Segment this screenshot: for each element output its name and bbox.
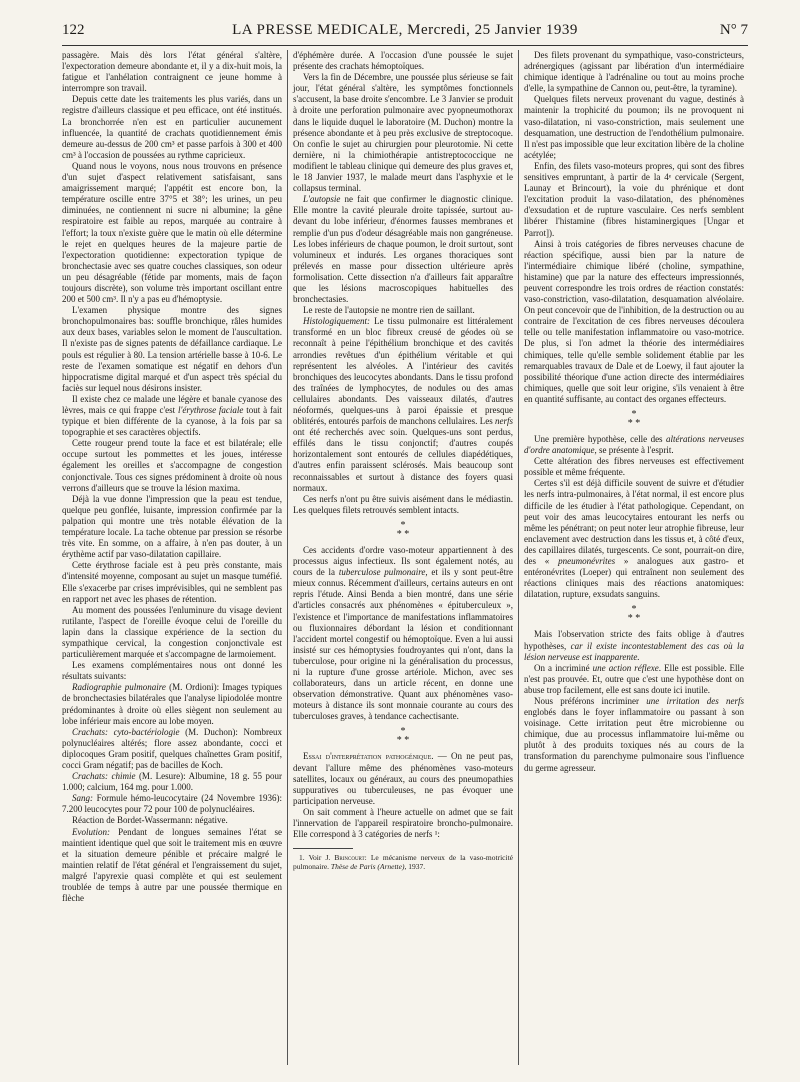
- text-column-2: [293, 50, 513, 871]
- paragraph: Quelques filets nerveux provenant du vague, destinés à maintenir la trophicité du poumon; ils ne provoquent ni vaso-dilatation, ni vaso-constriction, mais seulement une desquamation, une destruction de l'endothélium pulmonaire. Il n'est pas impossible que leur excitation libère de la choline acétylée;: [524, 94, 744, 160]
- section-separator: * * *: [627, 409, 641, 429]
- column-rule: [287, 50, 288, 1065]
- paragraph: Cette altération des fibres nerveuses est effectivement possible et même fréquente.: [524, 456, 744, 478]
- paragraph: Certes s'il est déjà difficile souvent de suivre et d'étudier les nerfs intra-pulmonaires, à l'état normal, il est encore plus difficile de les étudier à l'état pathologique. Cependant, on peut voir des amas leucocytaires entourant les nerfs ou même les pénétrant; on peut noter leur atrophie fibreuse, leur enclavement avec destruction dans les tissus et, à côté d'eux, des capillaires dilatés, turgescents. Ce sont, pourrait-on dire, des « pneumonévrites » analogues aux gastro- et entéronévrites (Loeper) qui entraînent non seulement des réactions cliniques mais des réactions anatomiques: dilatation, rupture, exsudats sanguins.: [524, 478, 745, 600]
- paragraph: Au moment des poussées l'enluminure du visage devient rutilante, l'aspect de l'oreille évoque celui de l'oreille du lapin dans la classique expérience de la section du sympathique cervical, la congestion conjonctivale est particulièrement marquée et s'accompagne de larmoiement.: [62, 604, 282, 660]
- text-column-3: [524, 50, 744, 774]
- paragraph: Sang: Formule hémo-leucocytaire (24 Novembre 1936): 7.200 leucocytes pour 72 pour 100 de polynucléaires.: [62, 793, 282, 815]
- paragraph: Histologiquement: Le tissu pulmonaire est littéralement transformé en un bloc fibreux creusé de géodes où se reconnaît à peine l'épithélium bronchique et des cavités arrondies revêtues d'un épithélium véritable et qui représentent les alvéoles. A l'intérieur des cavités bronchiques des leucocytes abondants. Dans le tissu profond des traînées de lymphocytes, de nodules ou des amas cellulaires abondants. Des vaisseaux dilatés, d'autres néoformés, quelques-uns à paroi épaissie et presque oblitérés, entourés parfois de manchons cellulaires. Les nerfs ont été recherchés avec soin. Quelques-uns sont perdus, effilés dans le tissu conjonctif; d'autres coupés horizontalement sont entourés de cellules diapédétiques, d'autres enfin paraissent sclérosés. Mais beaucoup sont reconnaissables et surtout à distance des foyers quasi normaux.: [293, 316, 513, 493]
- section-separator: * * *: [396, 519, 410, 540]
- paragraph: L'autopsie ne fait que confirmer le diagnostic clinique. Elle montre la cavité pleurale droite tapissée, surtout au-devant du lobe inférieur, d'énormes fausses membranes et remplie d'un pus d'odeur désagréable mais non gangréneuse. Les lobes inférieurs de chaque poumon, le droit surtout, sont volumineux et indurés. Les organes thoraciques sont prélevés en masse pour dissection ultérieure après formolisation. Cette dissection n'a d'ailleurs fait apparaître que les lésions macroscopiques habituelles des bronchectasies.: [293, 194, 513, 305]
- paragraph: Des filets provenant du sympathique, vaso-constricteurs, adrénergiques (agissant par libération d'un intermédiaire chimique identique à l'adrénaline ou tout au moins proche d'elle, la sympathine de Cannon ou, peut-être, la tyramine).: [524, 50, 744, 94]
- paragraph: Evolution: Pendant de longues semaines l'état se maintient identique quel que soit le traitement mis en œuvre et la situation demeure pénible et précaire malgré le maintien relatif de l'état général et l'engraissement du sujet, malgré l'apyrexie quasi complète et qui est seulement troublée de temps à autre par une poussée thermique en flèche: [62, 826, 282, 904]
- paragraph: d'éphémère durée. A l'occasion d'une poussée le sujet présente des crachats hémoptoïques.: [293, 50, 513, 72]
- paragraph: Mais l'observation stricte des faits oblige à d'autres hypothèses, car il existe incontestablement des cas où la lésion nerveuse est inapparente.: [524, 629, 744, 662]
- paragraph: Enfin, des filets vaso-moteurs propres, qui sont des fibres sensitives empruntant, à partir de la 4ᵉ cervicale (Sergent, Launay et Brincourt), la voie du phrénique et dont l'excitation produit la vaso-dilatation, des phénomènes d'exsudation et de rupture vasculaire. Ces nerfs semblent libérer l'histamine (fibres histaminergiques [Ungar et Parrot]).: [524, 160, 744, 238]
- paragraph: Les examens complémentaires nous ont donné les résultats suivants:: [62, 660, 282, 682]
- running-header: [62, 22, 748, 44]
- paragraph: Radiographie pulmonaire (M. Ordioni): Images typiques de bronchectasies bilatérales que l'analyse lipiodolée montre prédominantes à droite où elles siègent non seulement au lobe inférieur mais encore au lobe moyen.: [62, 682, 282, 726]
- section-separator: * * *: [627, 604, 641, 625]
- footnote: 1. Voir J. Brincourt: Le mécanisme nerveux de la vaso-motricité pulmonaire. Thèse de Paris (Arnette), 1937.: [293, 853, 513, 872]
- paragraph: Essai d'interprétation pathogénique. — On ne peut pas, devant l'allure même des phénomènes vaso-moteurs satellites, locaux ou généraux, au cours des pneumopathies suppuratives ou tuberculeuses, ne pas évoquer une participation nerveuse.: [293, 751, 513, 806]
- paragraph: Déjà la vue donne l'impression que la peau est tendue, quelque peu gonflée, luisante, impression confirmée par la palpation qui montre une très notable élévation de la température locale. La tache obtenue par pression se résorbe très vite. En somme, on a affaire, à n'en pas douter, à un érythème actif par vaso-dilatation capillaire.: [62, 493, 282, 560]
- paragraph: passagère. Mais dès lors l'état général s'altère, l'expectoration demeure abondante et, il y a dix-huit mois, la fatigue et l'anhélation contraignent ce jeune homme à interrompre son travail.: [62, 50, 282, 94]
- paragraph: On a incriminé une action réflexe. Elle est possible. Elle n'est pas prouvée. Et, outre que c'est une hypothèse dont on abuse trop facilement, elle est sans doute ici inutile.: [524, 662, 744, 695]
- paragraph: On sait comment à l'heure actuelle on admet que se fait l'innervation de l'appareil respiratoire broncho-pulmonaire. Elle correspond à 3 catégories de nerfs ¹:: [293, 806, 513, 840]
- paragraph: Le reste de l'autopsie ne montre rien de saillant.: [303, 305, 475, 316]
- paragraph: Ainsi à trois catégories de fibres nerveuses chacune de réaction spécifique, aussi bien par la nature de l'intermédiaire chimique libéré (choline, sympathine, histamine) que par la nature des effecteurs impressionnés, peuvent correspondre les trois ordres de réaction constatés: vaso-constriction, vaso-dilatation, desquamation alvéolaire. On peut concevoir que de l'inhibition, de la destruction ou au contraire de l'excitation de ces fibres nerveuses découlera telle ou telle manifestation inflammatoire ou vaso-motrice. De plus, si l'on admet la théorie des intermédiaires chimiques, telle qu'elle semble solidement établie par les remarquables travaux de Dale et de Loewy, il faut ajouter la possibilité théorique d'une action directe des intermédiaires chimiques, quelle que soit leur origine, s'ils venaient à être en quantité suffisante, au contact des organes effecteurs.: [524, 238, 744, 404]
- paragraph: Quand nous le voyons, nous nous trouvons en présence d'un sujet d'aspect relativement satisfaisant, sans amaigrissement marqué; l'appétit est encore bon, la température oscille entre 37°5 et 38°; les urines, un peu diminuées, ne contiennent ni sucre ni albumine; la gêne respiratoire est faible au repos, marquée au contraire à l'effort; la toux n'existe guère que le matin où elle détermine le rejet en quelques heures de la majeure partie de l'expectoration quotidienne: expectoration typique de bronchectasie avec ses quatre couches classiques, son odeur un peu désagréable (fétide par moments, mais de façon toujours discrète), son volume très important oscillant entre 200 et 500 cm³. Il n'y a pas eu d'hémoptysie.: [62, 160, 282, 305]
- column-rule: [518, 50, 519, 1065]
- paragraph: Réaction de Bordet-Wassermann: négative.: [72, 815, 228, 826]
- section-separator: * * *: [396, 726, 410, 747]
- paragraph: Une première hypothèse, celle des altérations nerveuses d'ordre anatomique, se présente à l'esprit.: [524, 434, 744, 456]
- footnote-rule: [293, 848, 353, 849]
- paragraph: Ces nerfs n'ont pu être suivis aisément dans le médiastin. Les quelques filets retrouvés semblent intacts.: [293, 493, 513, 515]
- page-number: 122: [62, 22, 85, 38]
- paragraph: Crachats: cyto-bactériologie (M. Duchon): Nombreux polynucléaires altérés; flore assez abondante, cocci et diplocoques Gram positif, quelques chaînettes Gram positif, cocci Gram négatif; pas de bacilles de Koch.: [62, 726, 282, 770]
- text-column-1: [62, 50, 282, 904]
- header-rule: [62, 45, 748, 46]
- paragraph: Il existe chez ce malade une légère et banale cyanose des lèvres, mais ce qui frappe c'est l'érythrose faciale tout à fait typique et bien différente de la cyanose, à la fois par sa topographie et ses caractères objectifs.: [62, 393, 282, 438]
- paragraph: Cette érythrose faciale est à peu près constante, mais d'intensité moyenne, composant au sujet un masque tuméfié. Elle s'exacerbe par crises imprévisibles, qui ne semblent pas en rapport net avec les phases de rétention.: [62, 560, 282, 604]
- paragraph: L'examen physique montre des signes bronchopulmonaires bas: souffle bronchique, râles humides aux deux bases, variables selon le moment de l'auscultation. Il n'existe pas de signes patents de défaillance cardiaque. Le pouls est régulier à 80. La tension artérielle basse à 10-6. Le reste de l'examen somatique est négatif en dehors d'un hippocratisme digital marqué et d'un aspect très spécial du faciès sur lequel nous désirons insister.: [62, 305, 282, 393]
- paragraph: Crachats: chimie (M. Lesure): Albumine, 18 g. 55 pour 1.000; calcium, 164 mg. pour 1.000.: [62, 771, 282, 793]
- paragraph: Cette rougeur prend toute la face et est bilatérale; elle occupe surtout les pommettes et les joues, intéresse également les oreilles et s'accompagne de congestion conjonctivale. Tous ces signes prédominent à droite où nous verrons d'ailleurs que se trouve la lésion maxima.: [62, 438, 282, 493]
- paragraph: Ces accidents d'ordre vaso-moteur appartiennent à des processus aigus infectieux. Ils sont également notés, au cours de la tuberculose pulmonaire, et ils y sont peut-être mieux connus. Récemment d'ailleurs, certains auteurs en ont repris l'étude. Ainsi Benda a bien montré, dans une série d'articles consacrés aux phénomènes « épituberculeux », l'existence et l'importance de manifestations inflammatoires ou fluxionnaires débordant la lésion et conditionnant l'accident mortel congestif ou hémoptoïque. Even a lui aussi insisté sur ces hémoptysies foudroyantes qui n'ont, dans la tuberculose, pour origine ni la généralisation du processus, ni la rupture d'une grosse artériole. Michon, avec ses collaborateurs, dans un article récent, en donne une observation démonstrative. Quant aux phénomènes vaso-moteurs à distance ils sont monnaie courante au cours des tuberculoses graves, à tendance cachectisante.: [293, 544, 513, 722]
- journal-title: LA PRESSE MEDICALE, Mercredi, 25 Janvier 1939: [232, 22, 578, 38]
- paragraph: Nous préférons incriminer une irritation des nerfs englobés dans le foyer inflammatoire ou passant à son voisinage. Cette irritation peut être microbienne ou chimique, due au processus inflammatoire lui-même ou plutôt à des produits toxiques nés au cours de la transformation du parenchyme pulmonaire sous l'influence du germe agresseur.: [524, 695, 744, 773]
- issue-number: N° 7: [719, 22, 748, 38]
- paragraph: Depuis cette date les traitements les plus variés, dans un registre d'ailleurs classique et peu efficace, ont été institués. La bronchorrée n'en est en particulier aucunement influencée, la quantité de crachats quotidiennement émis demeure au-dessus de 200 cm³ et passe parfois à 300 et 400 cm³ à l'occasion de poussées au rythme capricieux.: [62, 94, 282, 160]
- paragraph: Vers la fin de Décembre, une poussée plus sérieuse se fait jour, l'état général s'altère, les symptômes fonctionnels s'accusent, la base droite s'encombre. Le 3 Janvier se produit à droite une perforation pulmonaire avec pyopneumothorax dans le liquide duquel le laboratoire (M. Duchon) montre la présence abondante et à peu près exclusive de streptocoque. On confie le sujet au chirurgien pour pleurotomie. Ni cette dernière, ni la chimiothérapie antistreptococcique ne modifient le tableau clinique qui demeure des plus graves et, le 18 Janvier 1937, le malade meurt dans l'asphyxie et le collapsus terminal.: [293, 72, 513, 194]
